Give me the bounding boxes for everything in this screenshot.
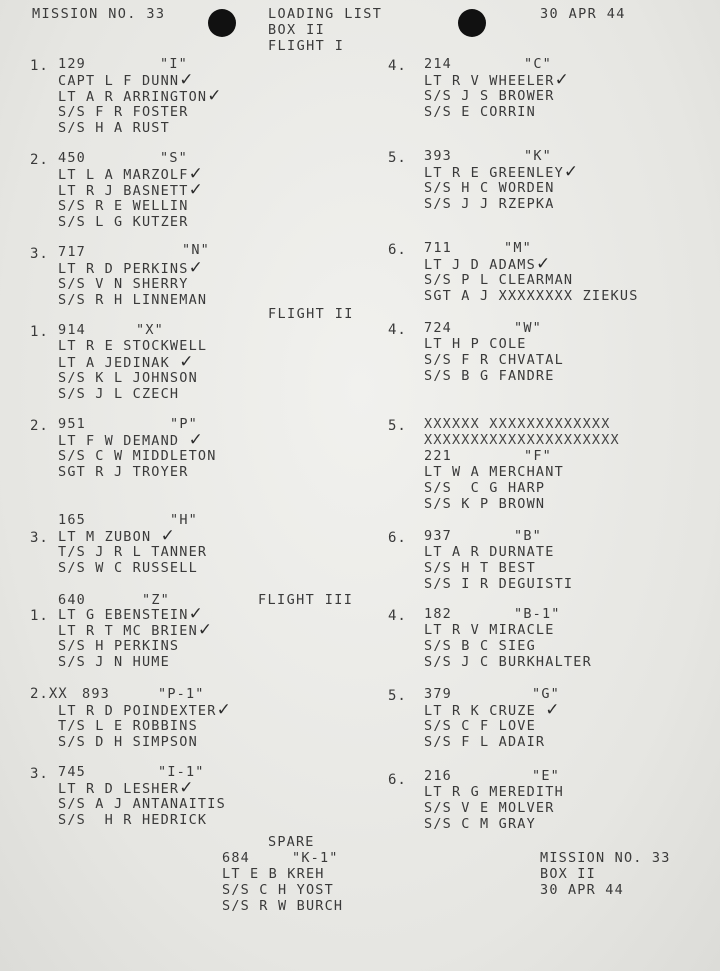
crew-member: S/S H C WORDEN [424, 180, 555, 196]
call-sign: "P-1" [158, 686, 205, 702]
punch-hole-icon [458, 9, 486, 37]
crew-member: LT A R ARRINGTON✓ [58, 86, 223, 106]
crew-member: S/S A J ANTANAITIS [58, 796, 226, 812]
crew-list [424, 544, 573, 592]
call-sign: "N" [182, 242, 210, 258]
entry-number: 2. [30, 418, 49, 434]
crew-member: S/S C F LOVE [424, 718, 536, 734]
crew-list [58, 606, 213, 670]
ship-number: 214 [424, 56, 452, 72]
entry-number: 4. [388, 58, 407, 74]
ship-number: 914 [58, 322, 86, 338]
crew-member: S/S I R DEGUISTI [424, 576, 574, 592]
crew-member: LT R D PERKINS✓ [58, 258, 205, 278]
ship-number: 893 [82, 686, 110, 702]
crew-list [58, 780, 226, 828]
ship-number: 182 [424, 606, 452, 622]
call-sign: "F" [524, 448, 552, 464]
box-label: BOX II [268, 22, 326, 38]
entry-number: 1. [30, 608, 49, 624]
crew-member: LT R D LESHER✓ [58, 778, 195, 798]
call-sign: "M" [504, 240, 532, 256]
crew-list [58, 528, 207, 576]
crew-list [424, 336, 564, 384]
entry-number: 2.XX [30, 686, 68, 702]
ship-number: 951 [58, 416, 86, 432]
check-mark-icon: ✓ [216, 700, 233, 720]
ship-number: 450 [58, 150, 86, 166]
crew-list [424, 702, 561, 750]
crew-list [424, 464, 564, 512]
crew-member: S/S V E MOLVER [424, 800, 555, 816]
call-sign: "Z" [142, 592, 170, 608]
footer-mission-number: MISSION NO. 33 [540, 850, 671, 866]
entry-number: 4. [388, 608, 407, 624]
entry-number: 1. [30, 324, 49, 340]
mission-number-header: MISSION NO. 33 [32, 6, 166, 22]
crew-member: S/S R E WELLIN [58, 198, 189, 214]
entry-number: 5. [388, 418, 407, 434]
crew-member: CAPT L F DUNN✓ [58, 70, 195, 90]
crew-member: SGT R J TROYER [58, 464, 189, 480]
crew-member: S/S K P BROWN [424, 496, 546, 512]
entry-number: 2. [30, 152, 49, 168]
crew-member: S/S C W MIDDLETON [58, 448, 217, 464]
check-mark-icon: ✓ [179, 352, 195, 372]
crew-member: T/S L E ROBBINS [58, 718, 198, 734]
crew-list [424, 256, 639, 304]
crew-member: LT A JEDINAK ✓ [58, 352, 195, 372]
entry-number: 4. [388, 322, 407, 338]
call-sign: "W" [514, 320, 542, 336]
spare-crew-list [222, 866, 343, 914]
crew-list [58, 702, 232, 750]
check-mark-icon: ✓ [188, 430, 205, 450]
check-mark-icon: ✓ [188, 258, 205, 278]
crew-member: LT R V MIRACLE [424, 622, 555, 638]
call-sign: "B" [514, 528, 542, 544]
check-mark-icon: ✓ [188, 604, 205, 624]
crew-list [58, 260, 207, 308]
crew-member: S/S J C BURKHALTER [424, 654, 592, 670]
crew-member: LT G EBENSTEIN✓ [58, 604, 205, 624]
ship-number: 724 [424, 320, 452, 336]
crew-member: LT M ZUBON ✓ [58, 526, 177, 546]
entry-number: 1. [30, 58, 49, 74]
call-sign: "P" [170, 416, 198, 432]
check-mark-icon: ✓ [160, 526, 177, 546]
call-sign: "B-1" [514, 606, 561, 622]
crew-member: S/S R H LINNEMAN [58, 292, 208, 308]
ship-number: 165 [58, 512, 86, 528]
check-mark-icon: ✓ [535, 254, 552, 274]
crew-member: LT R T MC BRIEN✓ [58, 620, 214, 640]
ship-number: 393 [424, 148, 452, 164]
crew-member: LT W A MERCHANT [424, 464, 564, 480]
crew-member: S/S C H YOST [222, 882, 334, 898]
entry-number: 3. [30, 246, 49, 262]
check-mark-icon: ✓ [207, 86, 223, 106]
check-mark-icon: ✓ [197, 620, 214, 640]
crew-member: S/S V N SHERRY [58, 276, 189, 292]
crew-member: LT R J BASNETT✓ [58, 180, 205, 200]
check-mark-icon: ✓ [188, 164, 205, 184]
call-sign: "G" [532, 686, 560, 702]
crew-member: S/S H PERKINS [58, 638, 180, 654]
call-sign: "K" [524, 148, 552, 164]
entry-number: 6. [388, 772, 407, 788]
check-mark-icon: ✓ [179, 778, 195, 798]
crew-member: LT R V WHEELER✓ [424, 70, 571, 90]
crew-member: S/S J J RZEPKA [424, 196, 555, 212]
crew-member: LT R E GREENLEY✓ [424, 162, 580, 182]
entry-number: 5. [388, 150, 407, 166]
crew-member: S/S B C SIEG [424, 638, 536, 654]
document-title: LOADING LIST [268, 6, 383, 22]
crew-member: S/S F R FOSTER [58, 104, 189, 120]
entry-number: 3. [30, 530, 49, 546]
crew-member: S/S J S BROWER [424, 88, 555, 104]
crew-list [424, 164, 579, 212]
flight-label: FLIGHT III [258, 592, 354, 608]
crew-member: LT L A MARZOLF✓ [58, 164, 205, 184]
entry-number: 6. [388, 530, 407, 546]
entry-number: 5. [388, 688, 407, 704]
crew-member: S/S L G KUTZER [58, 214, 189, 230]
call-sign: "X" [136, 322, 164, 338]
crew-member: LT R D POINDEXTER✓ [58, 700, 233, 720]
date-header: 30 APR 44 [540, 6, 626, 22]
check-mark-icon: ✓ [563, 162, 580, 182]
crew-member: S/S D H SIMPSON [58, 734, 198, 750]
check-mark-icon: ✓ [188, 180, 205, 200]
crew-list [424, 622, 592, 670]
spare-label: SPARE [268, 834, 315, 850]
crew-member: LT J D ADAMS✓ [424, 254, 552, 274]
ship-number: 937 [424, 528, 452, 544]
call-sign: "C" [524, 56, 552, 72]
crew-member: S/S R W BURCH [222, 898, 344, 914]
crew-list [424, 784, 564, 832]
ship-number: 711 [424, 240, 452, 256]
crew-list [58, 338, 207, 402]
crew-member: S/S P L CLEARMAN [424, 272, 574, 288]
check-mark-icon: ✓ [545, 700, 561, 720]
crew-member: S/S F L ADAIR [424, 734, 546, 750]
crew-member: S/S B G FANDRE [424, 368, 555, 384]
call-sign: "E" [532, 768, 560, 784]
ship-number: 717 [58, 244, 86, 260]
crew-member: S/S J N HUME [58, 654, 170, 670]
ship-number: 221 [424, 448, 452, 464]
crew-member: LT H P COLE [424, 336, 527, 352]
call-sign: "S" [160, 150, 188, 166]
ship-number: 216 [424, 768, 452, 784]
call-sign: "H" [170, 512, 198, 528]
crew-member: S/S J L CZECH [58, 386, 180, 402]
crew-member: LT R E STOCKWELL [58, 338, 208, 354]
entry-number: 6. [388, 242, 407, 258]
crew-member: SGT A J XXXXXXXX ZIEKUS [424, 288, 639, 304]
crew-member: S/S C M GRAY [424, 816, 536, 832]
footer-date: 30 APR 44 [540, 882, 624, 898]
crew-member: S/S C G HARP [424, 480, 546, 496]
crew-member: S/S F R CHVATAL [424, 352, 564, 368]
crew-list [424, 72, 570, 120]
ship-number: 640 [58, 592, 86, 608]
crew-member: S/S K L JOHNSON [58, 370, 198, 386]
crew-member: LT R G MEREDITH [424, 784, 564, 800]
crew-member: LT R K CRUZE ✓ [424, 700, 561, 720]
check-mark-icon: ✓ [179, 70, 195, 90]
crew-member: S/S E CORRIN [424, 104, 536, 120]
crew-member: S/S W C RUSSELL [58, 560, 198, 576]
crew-member: T/S J R L TANNER [58, 544, 208, 560]
ship-number: 379 [424, 686, 452, 702]
footer-box: BOX II [540, 866, 596, 882]
call-sign: "I" [160, 56, 188, 72]
punch-hole-icon [208, 9, 236, 37]
check-mark-icon: ✓ [554, 70, 571, 90]
crew-list [58, 72, 223, 136]
crew-member: LT E B KREH [222, 866, 325, 882]
crew-list [58, 166, 204, 230]
crew-member: LT A R DURNATE [424, 544, 555, 560]
crew-member: LT F W DEMAND ✓ [58, 430, 205, 450]
entry-number: 3. [30, 766, 49, 782]
crew-list [58, 432, 217, 480]
struck-out-line: XXXXXXXXXXXXXXXXXXXXX [424, 432, 620, 448]
ship-number: 684 [222, 850, 250, 866]
struck-out-line: XXXXXX XXXXXXXXXXXXX [424, 416, 611, 432]
flight-label: FLIGHT II [268, 306, 354, 322]
call-sign: "K-1" [292, 850, 339, 866]
crew-member: S/S H A RUST [58, 120, 170, 136]
crew-member: S/S H R HEDRICK [58, 812, 208, 828]
ship-number: 745 [58, 764, 86, 780]
crew-member: S/S H T BEST [424, 560, 536, 576]
flight-label: FLIGHT I [268, 38, 345, 54]
ship-number: 129 [58, 56, 86, 72]
call-sign: "I-1" [158, 764, 205, 780]
